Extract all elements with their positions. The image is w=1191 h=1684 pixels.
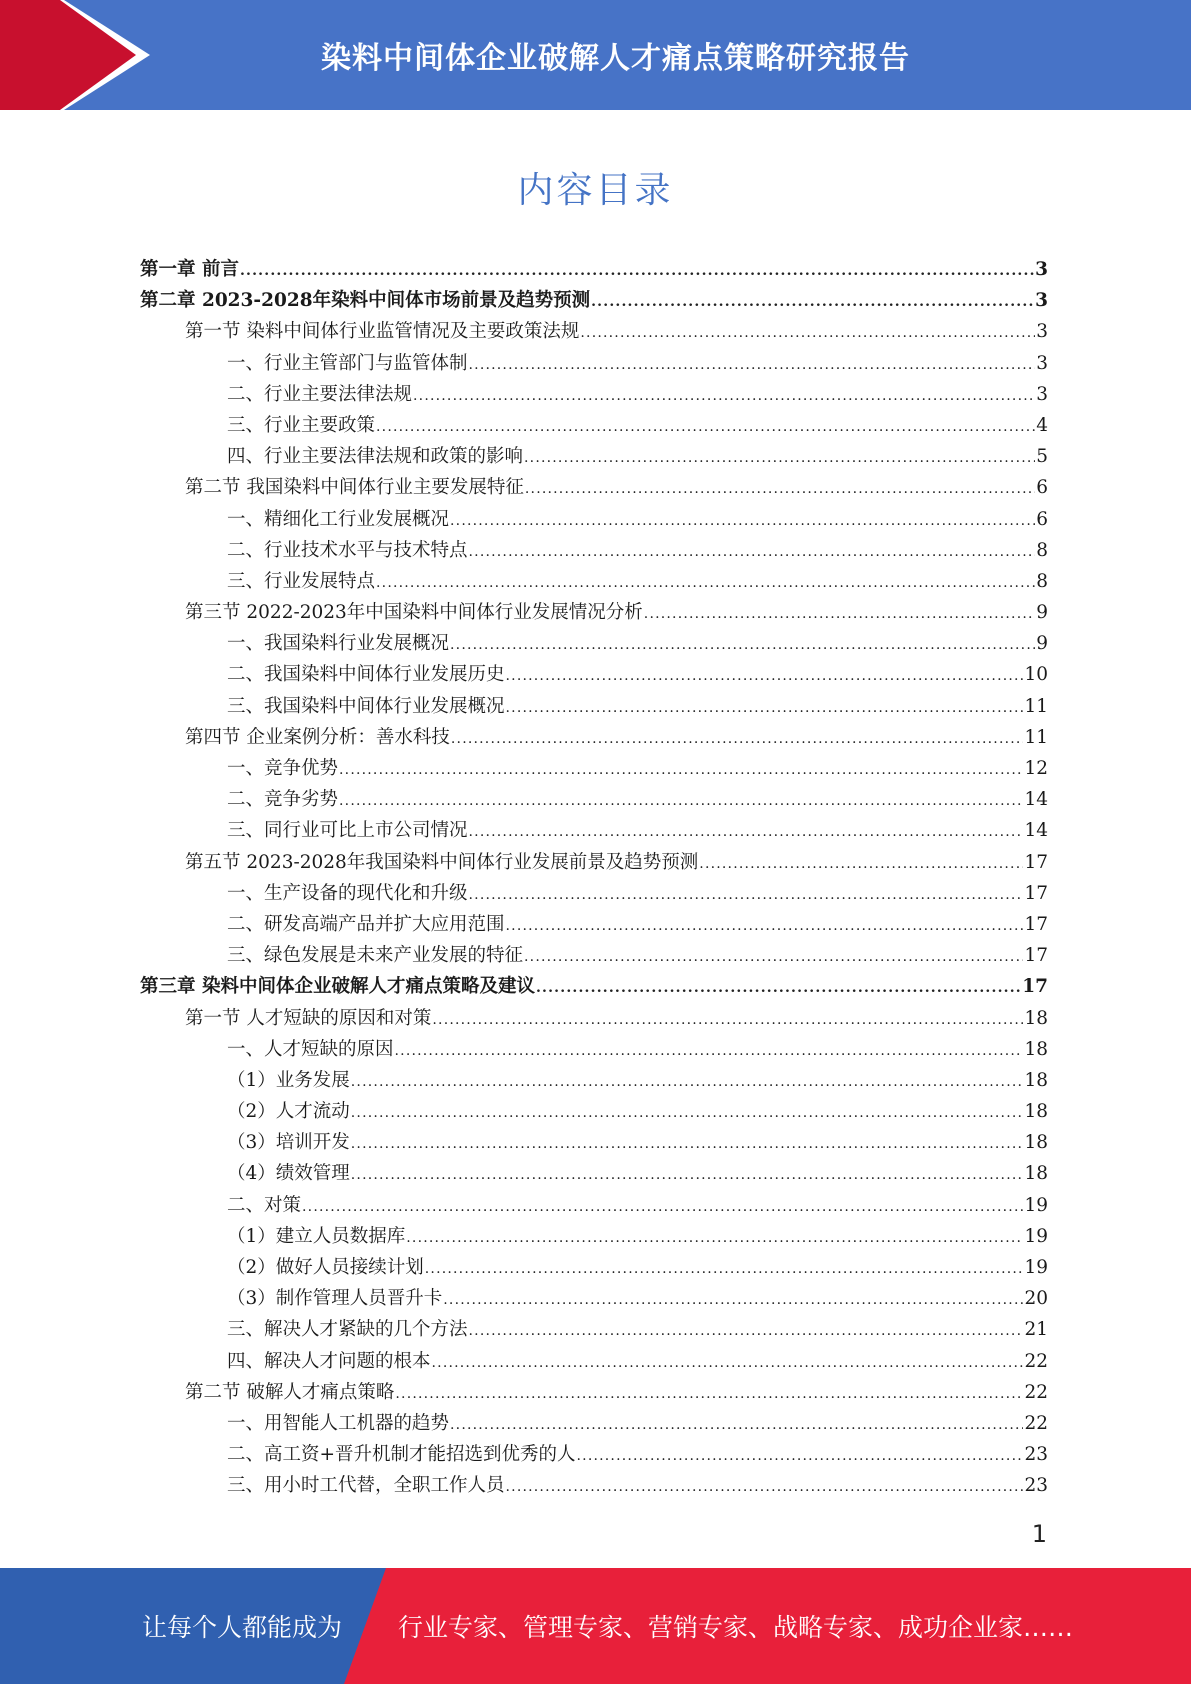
toc-entry-page: 3 [1035,259,1048,280]
toc-entry-page: 3 [1036,352,1048,374]
toc-entry-label: 一、用智能人工机器的趋势 [227,1412,450,1434]
toc-entry[interactable] [140,1408,1048,1439]
toc-entry-label: 二、行业主要法律法规 [227,383,413,405]
dot-leader [469,1316,1024,1347]
dot-leader [351,1160,1024,1191]
toc-entry-page: 5 [1036,446,1048,468]
toc-entry[interactable] [140,472,1048,503]
dot-leader [451,724,1024,755]
toc-entry-label: 一、人才短缺的原因 [227,1038,394,1060]
toc-entry-page: 3 [1036,383,1048,405]
toc-entry-label: 二、竞争劣势 [227,789,339,811]
toc-entry-page: 23 [1024,1475,1048,1497]
dot-leader [469,537,1036,568]
dot-leader [577,1441,1024,1472]
toc-entry-page: 21 [1024,1319,1048,1341]
dot-leader [406,1223,1023,1254]
toc-entry-page: 19 [1024,1225,1048,1247]
toc-entry[interactable] [140,1096,1048,1127]
footer-slogan-right: 行业专家、管理专家、营销专家、战略专家、成功企业家…… [398,1613,1074,1642]
toc-entry[interactable] [140,1221,1048,1252]
dot-leader [302,1192,1023,1223]
toc-entry-label: 一、精细化工行业发展概况 [227,508,450,530]
toc-entry[interactable] [140,441,1048,472]
toc-entry[interactable] [140,379,1048,410]
toc-entry-label: （1）业务发展 [227,1069,350,1091]
toc-entry-label: 一、行业主管部门与监管体制 [227,352,468,374]
toc-entry-page: 22 [1024,1350,1048,1372]
toc-entry-label: 三、我国染料中间体行业发展概况 [227,695,505,717]
toc-entry-page: 12 [1024,758,1048,779]
dot-leader [644,599,1035,630]
toc-entry-page: 17 [1022,976,1048,998]
toc-entry[interactable] [140,847,1048,878]
toc-entry-page: 14 [1024,820,1048,842]
toc-entry-page: 14 [1024,789,1048,811]
toc-entry-label: 三、用小时工代替，全职工作人员 [227,1475,505,1497]
toc-entry[interactable] [140,410,1048,441]
toc-entry[interactable] [140,659,1048,690]
toc-entry-page: 18 [1024,1163,1048,1185]
toc-entry[interactable] [140,971,1048,1002]
dot-leader [450,630,1035,661]
toc-entry[interactable] [140,1346,1048,1377]
toc-entry-label: 四、行业主要法律法规和政策的影响 [227,446,524,468]
toc-entry[interactable] [140,1283,1048,1314]
toc-entry-label: 三、行业发展特点 [227,570,376,592]
toc-entry-page: 19 [1024,1257,1048,1278]
toc-entry-label: 三、解决人才紧缺的几个方法 [227,1319,468,1341]
toc-entry-label: 第三章 染料中间体企业破解人才痛点策略及建议 [140,976,535,998]
toc-entry-page: 18 [1024,1069,1048,1091]
dot-leader [536,973,1021,1004]
toc-entry[interactable] [140,504,1048,535]
toc-entry-page: 18 [1024,1007,1048,1029]
toc-entry[interactable] [140,1470,1048,1501]
toc-entry-page: 18 [1024,1101,1048,1123]
toc-entry-label: （1）建立人员数据库 [227,1225,406,1247]
dot-leader [450,506,1035,537]
toc-entry-page: 6 [1036,477,1048,499]
dot-leader [524,443,1035,474]
toc-entry-page: 20 [1024,1288,1048,1310]
toc-entry-page: 17 [1024,945,1048,967]
toc-entry-page: 17 [1024,851,1048,873]
toc-entry[interactable] [140,1127,1048,1158]
toc-entry-label: 第三节 2022-2023年中国染料中间体行业发展情况分析 [185,602,643,624]
toc-entry[interactable] [140,940,1048,971]
toc-entry-page: 9 [1036,633,1048,655]
toc-entry-label: （2）人才流动 [227,1101,350,1123]
toc-entry-label: 一、生产设备的现代化和升级 [227,882,468,904]
toc-entry[interactable] [140,316,1048,347]
toc-entry-label: 第二节 我国染料中间体行业主要发展特征 [185,477,524,499]
toc-entry-label: 二、研发高端产品并扩大应用范围 [227,913,505,935]
dot-leader [469,817,1024,848]
toc-entry[interactable] [140,1190,1048,1221]
toc-entry[interactable] [140,878,1048,909]
toc-entry[interactable] [140,784,1048,815]
toc-entry-label: 第一节 染料中间体行业监管情况及主要政策法规 [185,321,580,343]
toc-entry-page: 17 [1024,882,1048,904]
toc-entry-page: 8 [1036,539,1048,561]
toc-entry-page: 11 [1024,695,1048,717]
toc-entry-page: 8 [1036,570,1048,592]
dot-leader [525,474,1035,505]
dot-leader [351,1067,1024,1098]
dot-leader [443,1285,1023,1316]
toc-entry-page: 18 [1024,1132,1048,1154]
toc-entry[interactable] [140,628,1048,659]
toc-entry-label: （3）制作管理人员晋升卡 [227,1288,443,1310]
toc-entry-page: 11 [1024,726,1048,748]
toc-entry[interactable] [140,722,1048,753]
toc-entry-label: 四、解决人才问题的根本 [227,1350,431,1372]
toc-entry-page: 3 [1035,290,1048,312]
toc-entry-label: 第五节 2023-2028年我国染料中间体行业发展前景及趋势预测 [185,851,699,873]
toc-entry-page: 22 [1024,1412,1048,1434]
dot-leader [376,412,1035,443]
toc-entry-page: 9 [1036,602,1048,624]
toc-entry-label: 第一章 前言 [140,259,239,280]
toc-entry-label: 二、对策 [227,1194,302,1216]
toc-entry-page: 19 [1024,1194,1048,1216]
footer-slogan-left: 让每个人都能成为 [142,1613,343,1642]
toc-entry-label: （2）做好人员接续计划 [227,1257,424,1278]
dot-leader [339,786,1023,817]
page-header [0,0,1191,110]
toc-entry-label: 第二节 破解人才痛点策略 [185,1381,395,1403]
dot-leader [506,661,1024,692]
toc-entry-label: 二、行业技术水平与技术特点 [227,539,468,561]
toc-entry[interactable] [140,1252,1048,1283]
toc-entry[interactable] [140,254,1048,285]
dot-leader [351,1098,1024,1129]
dot-leader [432,1005,1023,1036]
toc-entry[interactable] [140,348,1048,379]
dot-leader [425,1254,1024,1285]
toc-entry[interactable] [140,535,1048,566]
toc-entry[interactable] [140,1034,1048,1065]
dot-leader [506,911,1024,942]
toc-entry-page: 4 [1036,414,1048,436]
dot-leader [469,350,1036,381]
toc-entry[interactable] [140,815,1048,846]
toc-entry-label: 第四节 企业案例分析：善水科技 [185,726,450,748]
toc-entry[interactable] [140,597,1048,628]
page-footer [0,1568,1191,1684]
toc-entry-label: 一、竞争优势 [227,758,339,779]
toc-entry[interactable] [140,566,1048,597]
toc-entry[interactable] [140,1439,1048,1470]
toc-entry[interactable] [140,1377,1048,1408]
chevron-arrow-icon [0,0,160,110]
toc-entry-page: 3 [1036,321,1048,343]
dot-leader [506,1472,1024,1503]
toc-entry[interactable] [140,1314,1048,1345]
dot-leader [450,1410,1023,1441]
toc-entry[interactable] [140,691,1048,722]
dot-leader [469,880,1024,911]
toc-entry-label: （3）培训开发 [227,1132,350,1154]
dot-leader [376,568,1035,599]
dot-leader [524,942,1023,973]
toc-entry[interactable] [140,909,1048,940]
toc-entry-page: 6 [1036,508,1048,530]
dot-leader [240,256,1034,287]
toc-entry-page: 23 [1024,1444,1048,1466]
dot-leader [580,318,1035,349]
toc-entry-page: 17 [1024,913,1048,935]
toc-entry-label: 三、行业主要政策 [227,414,376,436]
toc-entry-label: 第一节 人才短缺的原因和对策 [185,1007,432,1029]
toc-entry-label: 三、绿色发展是未来产业发展的特征 [227,945,524,967]
toc-entry[interactable] [140,1065,1048,1096]
dot-leader [395,1379,1023,1410]
toc-entry-page: 10 [1024,664,1048,686]
toc-entry-label: 第二章 2023-2028年染料中间体市场前景及趋势预测 [140,290,591,312]
toc-heading: 内容目录 [517,170,674,211]
toc-entry[interactable] [140,1003,1048,1034]
dot-leader [591,287,1034,318]
toc-entry-label: 二、我国染料中间体行业发展历史 [227,664,505,686]
toc-entry[interactable] [140,285,1048,316]
toc-entry[interactable] [140,753,1048,784]
dot-leader [339,755,1023,786]
toc-entry-label: 三、同行业可比上市公司情况 [227,820,468,842]
dot-leader [506,693,1024,724]
toc-entry-label: 二、高工资+晋升机制才能招选到优秀的人 [227,1444,576,1466]
toc-entry-label: （4）绩效管理 [227,1163,350,1185]
report-title: 染料中间体企业破解人才痛点策略研究报告 [321,41,910,76]
table-of-contents [140,254,1048,1502]
dot-leader [413,381,1035,412]
toc-entry[interactable] [140,1158,1048,1189]
toc-entry-page: 18 [1024,1038,1048,1060]
toc-entry-label: 一、我国染料行业发展概况 [227,633,450,655]
dot-leader [395,1036,1024,1067]
dot-leader [432,1348,1024,1379]
page-number: 1 [1031,1520,1047,1548]
dot-leader [699,849,1023,880]
dot-leader [351,1129,1024,1160]
toc-entry-page: 22 [1024,1381,1048,1403]
